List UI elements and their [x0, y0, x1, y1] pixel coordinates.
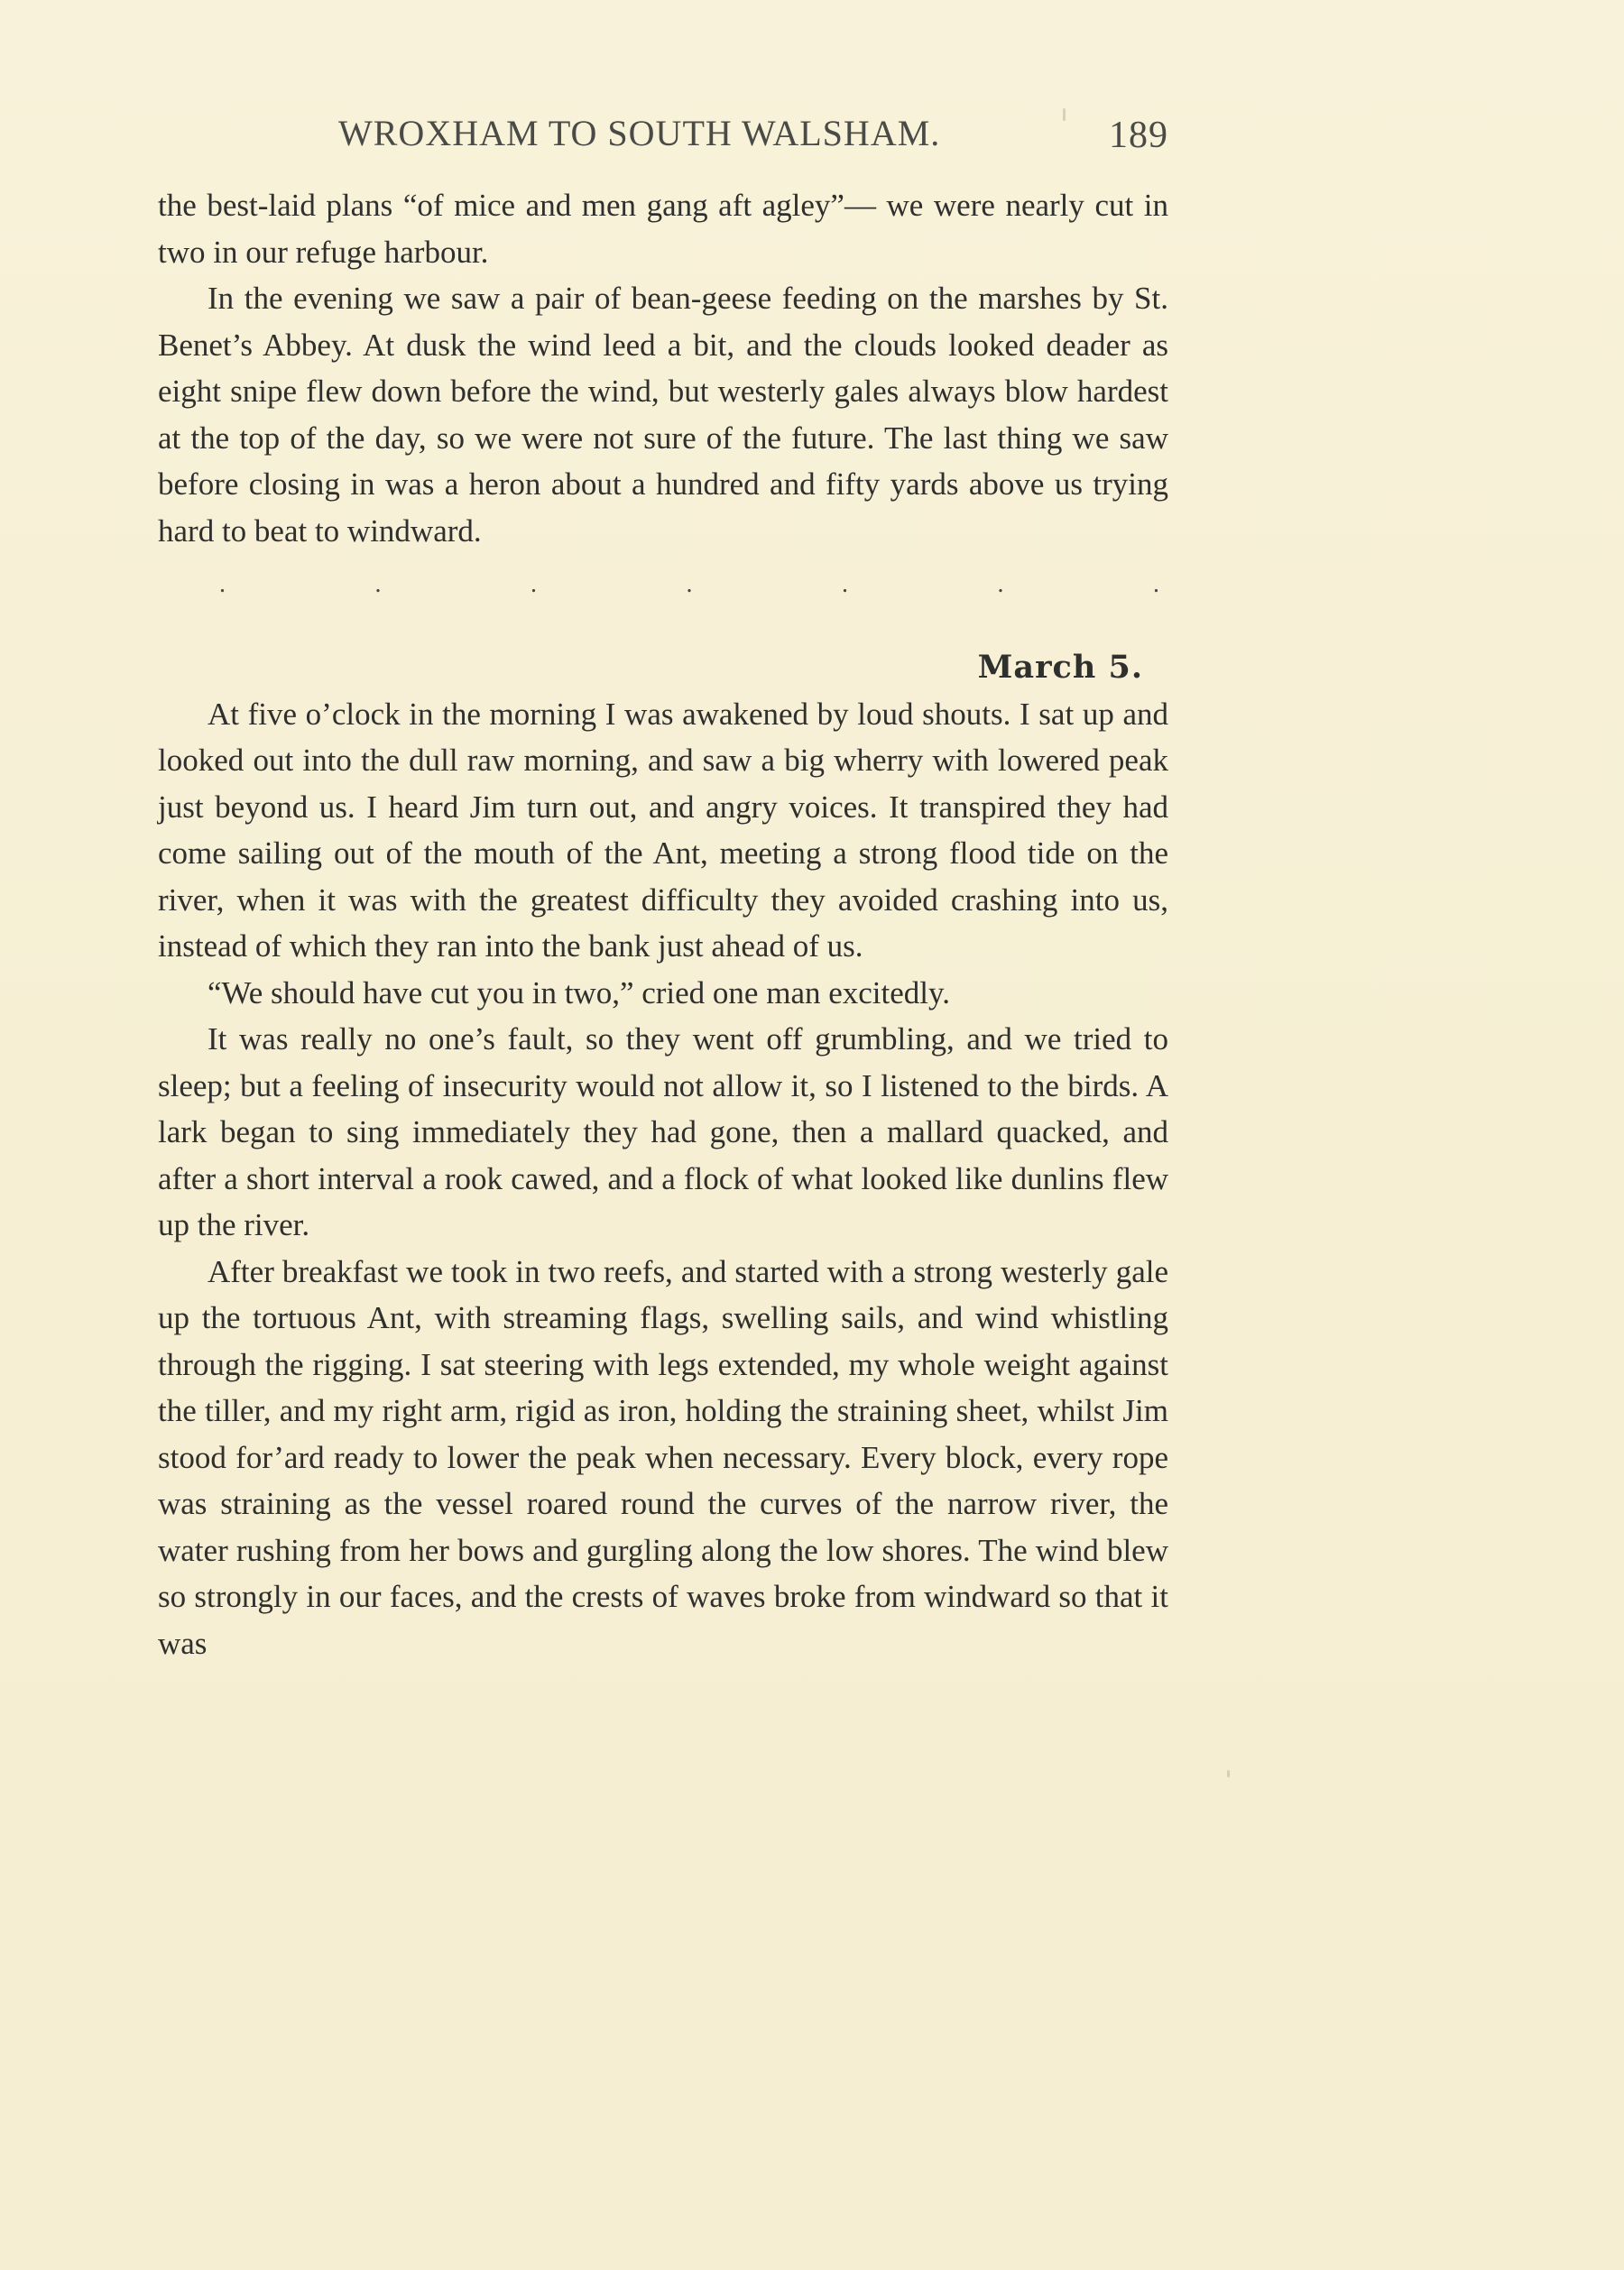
paragraph: In the evening we saw a pair of bean-geese feeding on the marshes by St. Benet’s Abbey. At dusk the wind leed a bit, and the clouds looked deader as eight snipe flew down before the wind, but westerly gales always blow hardest at the top of the day, so we were not sure of the future. The last thing we saw before closing in was a heron about a hundred and fifty yards above us trying hard to beat to windward.	[158, 281, 1168, 549]
paragraph: After breakfast we took in two reefs, and started with a strong westerly gale up the tortuous Ant, with streaming flags, swelling sails, and wind whistling through the rigging. I sat steering with legs extended, my whole weight against the tiller, and my right arm, rigid as iron, holding the straining sheet, whilst Jim stood for’ard ready to lower the peak when necessary. Every block, every rope was straining as the vessel roared round the curves of the narrow river, the water rushing from her bows and gurgling along the low shores. The wind blew so strongly in our faces, and the crests of waves broke from windward so that it was	[158, 1253, 1168, 1661]
separator-dot: .	[842, 570, 848, 598]
separator-dot: .	[1153, 570, 1159, 598]
paragraph: It was really no one’s fault, so they went off grumbling, and we tried to sleep; but a feeling of insecurity would not allow it, so I listened to the birds. A lark began to sing immediately they had gone, then a mallard quacked, and after a short interval a rook cawed, and a flock of what looked like dunlins flew up the river.	[158, 1021, 1168, 1242]
running-title: WROXHAM TO SOUTH WALSHAM.	[338, 113, 941, 153]
separator-dot: .	[219, 570, 226, 598]
entry-date: March 5.	[977, 649, 1143, 686]
page-header	[158, 101, 1168, 164]
paragraph: the best-laid plans “of mice and men gang aft agley”— we were nearly cut in two in our refuge harbour.	[158, 188, 1168, 270]
separator-dot: .	[374, 570, 382, 598]
page-number: 189	[1109, 115, 1168, 156]
separator-dot: .	[997, 570, 1004, 598]
section-separator	[158, 561, 1168, 608]
paragraph: At five o’clock in the morning I was awakened by loud shouts. I sat up and looked out into the dull raw morning, and saw a big wherry with lowered peak just beyond us. I heard Jim turn out, and angry voices. It transpired they had come sailing out of the mouth of the Ant, meeting a strong flood tide on the river, when it was with the greatest difficulty they avoided crashing into us, instead of which they ran into the bank just ahead of us.	[158, 696, 1168, 964]
separator-dot: .	[686, 570, 693, 598]
paragraph: “We should have cut you in two,” cried one man excitedly.	[208, 974, 950, 1010]
separator-dot: .	[531, 570, 537, 598]
paper-speck	[1227, 1770, 1230, 1777]
body-text	[158, 182, 1168, 1666]
